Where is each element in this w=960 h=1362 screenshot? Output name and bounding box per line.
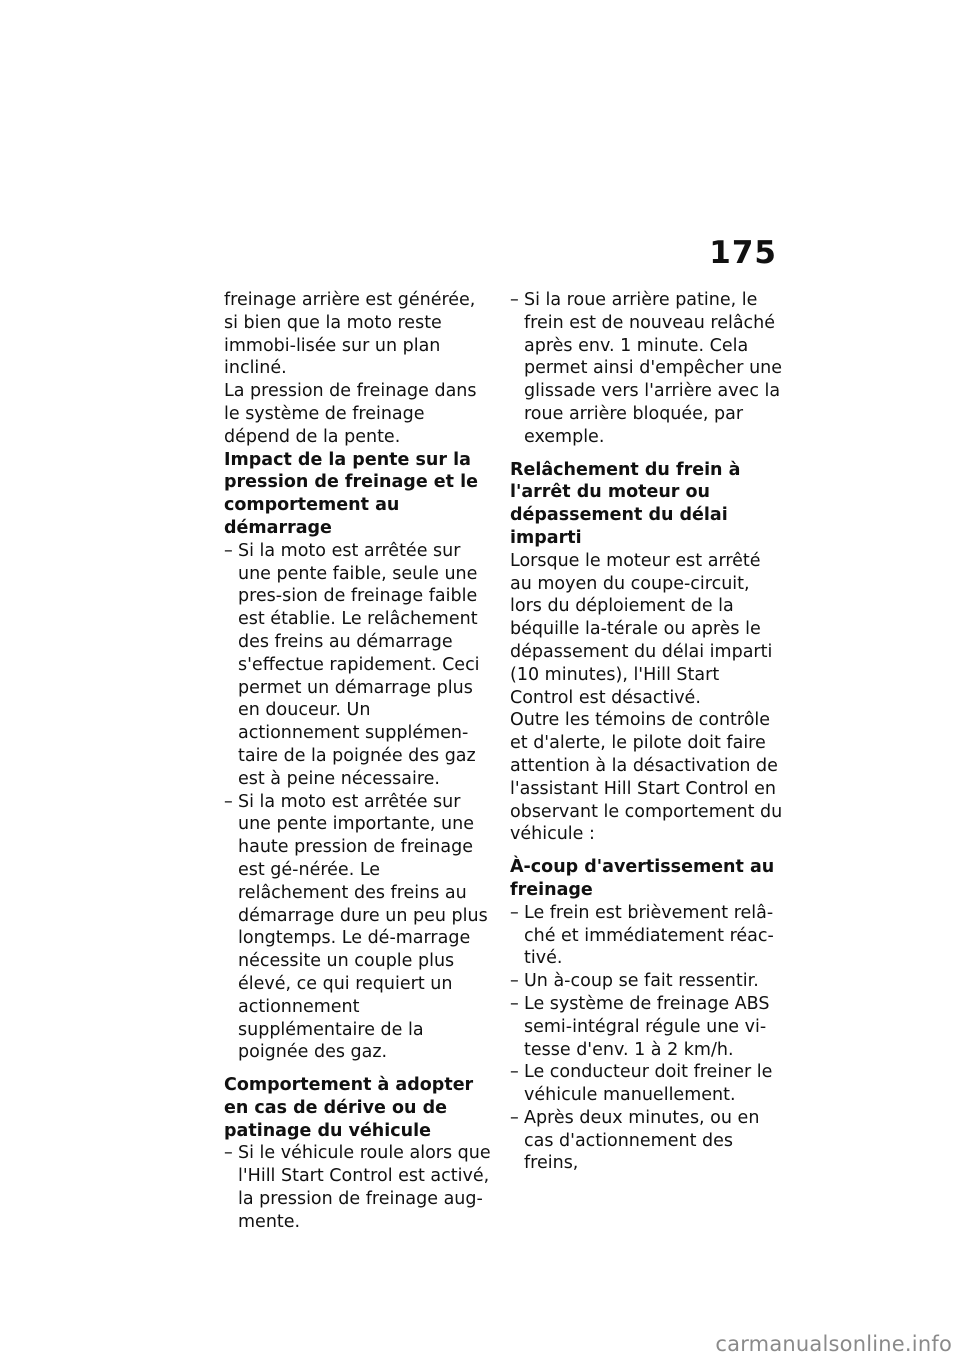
section-heading: À-coup d'avertissement au freinage <box>510 857 775 900</box>
list-item: – Si le véhicule roule alors que l'Hill Start Control est activé, la pression de freinage aug-mente. <box>224 1142 494 1233</box>
bullet-list <box>224 540 494 1064</box>
list-item: – Un à-coup se fait ressentir. <box>510 970 785 993</box>
list-item: – Si la moto est arrêtée sur une pente faible, seule une pres-sion de freinage faible est établie. Le relâchement des freins au démarrage s'effectue rapidement. Ceci permet un démarrage plus en douceur. Un actionnement supplémen-taire de la poignée des gaz est à peine nécessaire. <box>224 540 494 791</box>
list-item: – Le conducteur doit freiner le véhicule manuellement. <box>510 1061 785 1107</box>
left-column <box>224 289 494 1234</box>
paragraph: Outre les témoins de contrôle et d'alerte, le pilote doit faire attention à la désactivation de l'assistant Hill Start Control en observant le comportement du véhicule : <box>510 710 783 845</box>
bullet-list <box>510 902 785 1176</box>
section-heading: Comportement à adopter en cas de dérive ou de patinage du véhicule <box>224 1075 474 1141</box>
bullet-list <box>510 289 785 449</box>
section-heading: Relâchement du frein à l'arrêt du moteur ou dépassement du délai imparti <box>510 459 741 548</box>
list-item: – Si la roue arrière patine, le frein est de nouveau relâché après env. 1 minute. Cela permet ainsi d'empêcher une glissade vers l'arrière avec la roue arrière bloquée, par exemple. <box>510 289 785 449</box>
list-item: – Le frein est brièvement relâ-ché et immédiatement réac-tivé. <box>510 902 785 970</box>
list-item: – Après deux minutes, ou en cas d'actionnement des freins, <box>510 1107 785 1175</box>
paragraph: freinage arrière est générée, si bien que la moto reste immobi-lisée sur un plan incliné. <box>224 290 476 379</box>
watermark-link[interactable]: carmanualsonline.info <box>715 1332 952 1356</box>
paragraph: Lorsque le moteur est arrêté au moyen du coupe-circuit, lors du déploiement de la béquille la-térale ou après le dépassement du délai imparti (10 minutes), l'Hill Start Control est désactivé. <box>510 550 773 708</box>
section-heading: Impact de la pente sur la pression de freinage et le comportement au démarrage <box>224 449 478 538</box>
bullet-list <box>224 1142 494 1233</box>
list-item: – Le système de freinage ABS semi-intégral régule une vi-tesse d'env. 1 à 2 km/h. <box>510 993 785 1061</box>
list-item: – Si la moto est arrêtée sur une pente importante, une haute pression de freinage est gé-nérée. Le relâchement des freins au démarrage dure un peu plus longtemps. Le dé-marrage nécessite un couple plus élevé, ce qui requiert un actionnement supplémentaire de la poignée des gaz. <box>224 791 494 1065</box>
right-column <box>510 289 785 1175</box>
paragraph: La pression de freinage dans le système de freinage dépend de la pente. <box>224 381 477 447</box>
page-number: 175 <box>709 235 777 271</box>
